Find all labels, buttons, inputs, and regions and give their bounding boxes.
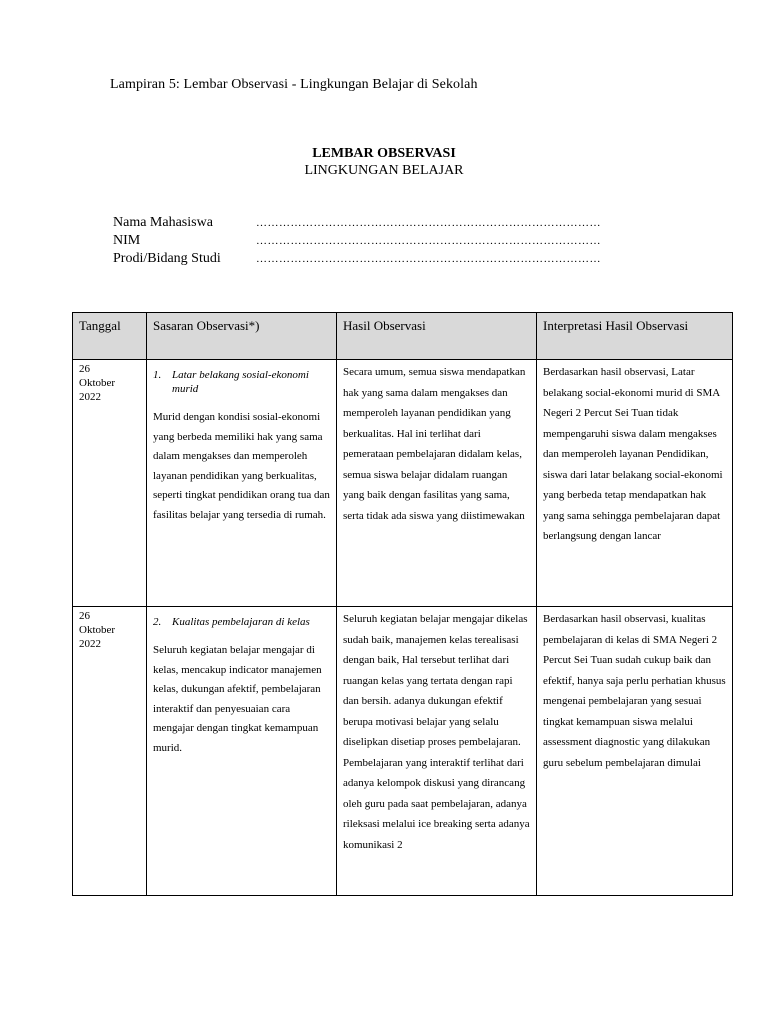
nim-blank: ………………………………………………………………………………: [256, 235, 601, 247]
date-year: 2022: [79, 638, 101, 650]
date-month: Oktober: [79, 624, 116, 636]
header-target: Sasaran Observasi*): [147, 313, 337, 360]
table-row: [73, 360, 733, 607]
student-name-label: Nama Mahasiswa: [113, 215, 213, 230]
table-header-row: [73, 313, 733, 360]
observation-table: [72, 312, 733, 896]
interpretation-text: Berdasarkan hasil observasi, Latar belakang social-ekonomi murid di SMA Negeri 2 Percut Sei Tuan tidak mempengaruhi siswa dalam mengakses dan memperoleh layanan Pendidikan, siswa dari latar belakang social-ekonomi yang berbeda tetap mendapatkan hak yang sama sehingga pembelajaran dapat berlangsung dengan lancar: [543, 366, 723, 542]
interpretation-text: Berdasarkan hasil observasi, kualitas pembelajaran di kelas di SMA Negeri 2 Percut Sei Tuan sudah cukup baik dan efektif, hanya saja perlu perhatian khusus mengenai pembelajaran yang sesuai tingkat kemampuan siswa melalui assessment diagnostic yang dilakukan guru sebelum pembelajaran dimulai: [543, 613, 726, 769]
study-program-blank: ………………………………………………………………………………: [256, 253, 601, 265]
table-row: [73, 607, 733, 896]
result-cell: [337, 607, 537, 896]
nim-row: [113, 232, 723, 250]
target-number: 1.: [153, 369, 162, 381]
study-program-label: Prodi/Bidang Studi: [113, 251, 221, 266]
document-subtitle: LINGKUNGAN BELAJAR: [304, 163, 464, 178]
identity-fields: [113, 214, 723, 268]
target-heading: [153, 615, 331, 629]
interpretation-cell: [537, 607, 733, 896]
result-cell: [337, 360, 537, 607]
target-heading: [153, 368, 331, 396]
target-title: Latar belakang sosial-ekonomi murid: [172, 369, 309, 395]
student-name-blank: ………………………………………………………………………………: [256, 217, 601, 229]
student-name-row: [113, 214, 723, 232]
date-year: 2022: [79, 391, 101, 403]
header-result: Hasil Observasi: [337, 313, 537, 360]
study-program-row: [113, 250, 723, 268]
target-description: Murid dengan kondisi sosial-ekonomi yang berbeda memiliki hak yang sama dalam mengakses dan memperoleh layanan pendidikan yang berkualitas, seperti tingkat pendidikan orang tua dan fasilitas belajar yang tersedia di rumah.: [153, 411, 330, 521]
attachment-title: Lampiran 5: Lembar Observasi - Lingkungan Belajar di Sekolah: [110, 77, 478, 92]
target-number: 2.: [153, 616, 162, 628]
target-cell: [147, 607, 337, 896]
date-day: 26: [79, 610, 90, 622]
result-text: Seluruh kegiatan belajar mengajar dikelas sudah baik, manajemen kelas terealisasi dengan baik, Hal tersebut terlihat dari ruangan kelas yang tertata dengan rapi dan bersih. adanya dukungan efektif berupa motivasi belajar yang selalu diselipkan disetiap proses pembelajaran. Pembelajaran yang interaktif terlihat dari adanya kelompok diskusi yang dirancang oleh guru pada saat pembelajaran, adanya rileksasi melalui ice breaking serta adanya komunikasi 2: [343, 613, 530, 851]
document-title: LEMBAR OBSERVASI: [312, 146, 456, 161]
interpretation-cell: [537, 360, 733, 607]
date-day: 26: [79, 363, 90, 375]
date-month: Oktober: [79, 377, 116, 389]
nim-label: NIM: [113, 233, 141, 248]
result-text: Secara umum, semua siswa mendapatkan hak yang sama dalam mengakses dan memperoleh layanan pendidikan yang berkualitas. Hal ini terlihat dari pemerataan pembelajaran didalam kelas, semua siswa belajar didalam ruangan yang baik dengan fasilitas yang sama, serta tidak ada siswa yang diistimewakan: [343, 366, 526, 522]
date-cell: [73, 360, 147, 607]
header-interpretation: Interpretasi Hasil Observasi: [537, 313, 733, 360]
target-cell: [147, 360, 337, 607]
date-cell: [73, 607, 147, 896]
header-date: Tanggal: [73, 313, 147, 360]
target-title: Kualitas pembelajaran di kelas: [172, 616, 310, 628]
target-description: Seluruh kegiatan belajar mengajar di kelas, mencakup indicator manajemen kelas, dukungan afektif, pembelajaran interaktif dan penyesuaian cara mengajar dengan tingkat kemampuan murid.: [153, 644, 322, 754]
